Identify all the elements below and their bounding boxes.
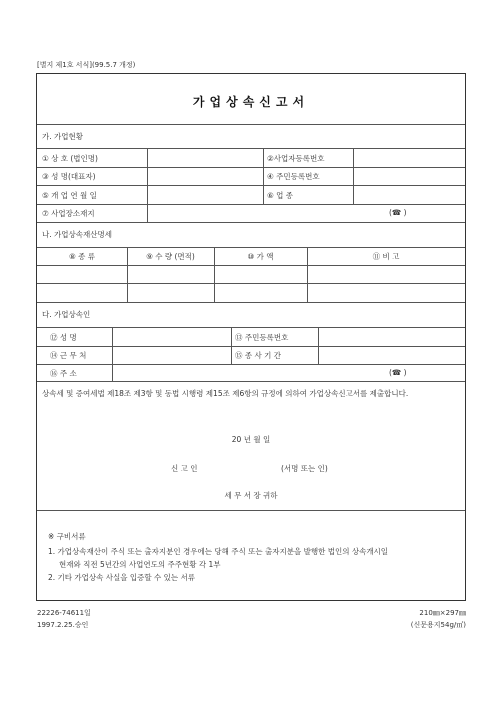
divider xyxy=(318,327,319,364)
paper-size: 210㎜×297㎜ xyxy=(419,609,466,617)
field-label: ① 상 호 (법인명) xyxy=(42,154,98,163)
phone-field: (☎ ) xyxy=(389,368,407,377)
divider xyxy=(37,346,465,347)
divider xyxy=(37,327,465,328)
divider xyxy=(37,510,465,511)
field-label: ⑬ 주민등록번호 xyxy=(235,333,289,342)
divider xyxy=(37,265,465,266)
recipient: 세 무 서 장 귀하 xyxy=(224,491,278,500)
divider xyxy=(263,148,264,204)
approval-date: 1997.2.25.승인 xyxy=(37,621,89,629)
field-label: ③ 성 명(대표자) xyxy=(42,172,96,181)
form-frame xyxy=(36,73,466,601)
divider xyxy=(112,327,113,381)
section-b-heading: 나. 가업상속재산명세 xyxy=(42,230,112,239)
paper-type: (신문용지54g/㎡) xyxy=(410,621,466,629)
divider xyxy=(37,185,465,186)
column-header: ⑧ 종 류 xyxy=(69,252,95,261)
divider xyxy=(353,148,354,204)
field-label: ⑭ 근 무 처 xyxy=(50,351,87,360)
signature-label: (서명 또는 인) xyxy=(281,464,328,473)
divider xyxy=(37,283,465,284)
divider xyxy=(37,204,465,205)
section-c-heading: 다. 가업상속인 xyxy=(42,310,91,319)
document-item: 2. 기타 가업상속 사실을 입증할 수 있는 서류 xyxy=(48,573,196,582)
divider xyxy=(37,302,465,303)
field-label: ⑯ 주 소 xyxy=(50,369,77,378)
divider xyxy=(37,222,465,223)
phone-field: (☎ ) xyxy=(389,208,407,217)
divider xyxy=(37,381,465,382)
divider xyxy=(37,247,465,248)
document-item: 현재와 직전 5년간의 사업연도의 주주현황 각 1부 xyxy=(59,560,221,569)
declarant-label: 신 고 인 xyxy=(171,464,198,473)
declaration-date: 20 년 월 일 xyxy=(231,435,271,444)
field-label: ⑮ 종 사 기 간 xyxy=(235,351,282,360)
field-label: ⑦ 사업장소재지 xyxy=(42,209,95,218)
divider xyxy=(147,148,148,222)
divider xyxy=(37,148,465,149)
declaration-text: 상속세 및 증여세법 제18조 제3항 및 동법 시행령 제15조 제6항의 규정에 의하여 가업상속신고서를 제출합니다. xyxy=(42,389,409,398)
column-header: ⑩ 가 액 xyxy=(247,252,274,261)
field-label: ⑫ 성 명 xyxy=(50,333,77,342)
divider xyxy=(37,124,465,125)
column-header: ⑨ 수 량 (면적) xyxy=(146,252,195,261)
document-item: 1. 가업상속재산이 주식 또는 출자지분인 경우에는 당해 주식 또는 출자지분을 발행한 법인의 상속개시일 xyxy=(48,547,389,556)
documents-heading: ※ 구비서류 xyxy=(48,532,86,541)
column-header: ⑪ 비 고 xyxy=(372,252,400,261)
field-label: ⑥ 업 종 xyxy=(267,191,293,200)
divider xyxy=(37,364,465,365)
form-code: 22226-74611일 xyxy=(37,609,91,617)
divider xyxy=(37,167,465,168)
field-label: ④ 주민등록번호 xyxy=(267,172,320,181)
divider xyxy=(231,327,232,364)
field-label: ②사업자등록번호 xyxy=(267,154,325,163)
field-label: ⑤ 개 업 연 월 일 xyxy=(42,191,97,200)
form-title: 가업상속신고서 xyxy=(192,95,310,109)
form-header: [별지 제1호 서식](99.5.7 개정) xyxy=(37,61,136,69)
section-a-heading: 가. 가업현황 xyxy=(42,132,83,141)
